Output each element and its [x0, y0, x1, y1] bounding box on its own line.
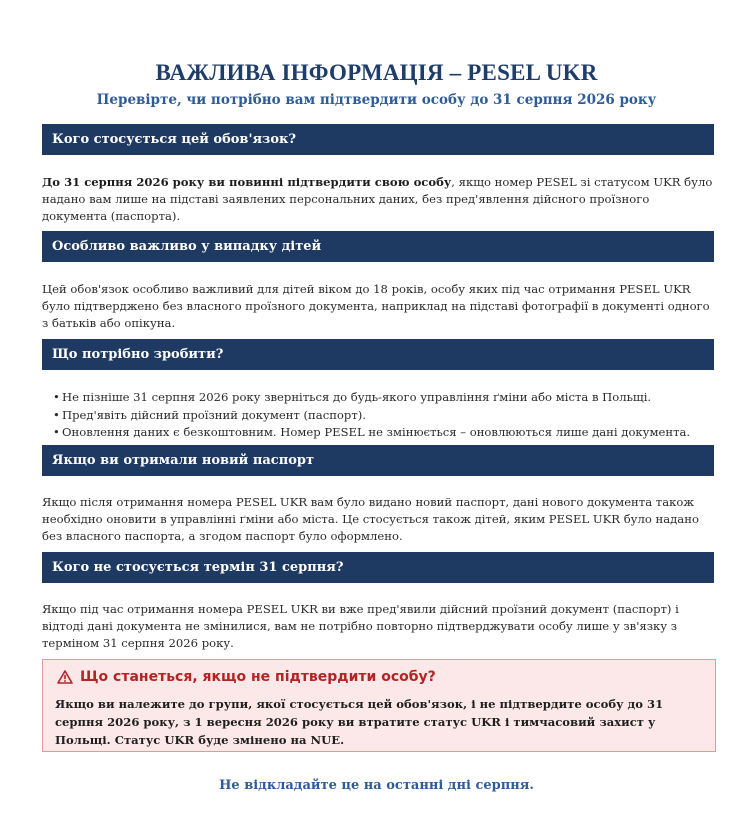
warning-heading	[57, 669, 436, 685]
footer-note: Не відкладайте це на останні дні серпня.	[219, 778, 534, 793]
bullet-dot-icon: •	[53, 390, 60, 404]
page-title: ВАЖЛИВА ІНФОРМАЦІЯ – PESEL UKR	[155, 60, 598, 85]
list-item	[53, 389, 718, 407]
section-heading-new-passport: Якщо ви отримали новий паспорт	[42, 445, 716, 476]
list-item-text: Оновлення даних є безкоштовним. Номер PESEL не змінюється – оновлюються лише дані документа.	[62, 425, 691, 439]
section-text-obligation	[42, 174, 718, 225]
section-text-children: Цей обов'язок особливо важливий для дітей віком до 18 років, особу яких під час отримання PESEL UKR було підтверджено без власного проїзного документа, наприклад на підставі фотографії в документі одного з батьків або опікуна.	[42, 282, 710, 330]
page-subtitle: Перевірте, чи потрібно вам підтвердити особу до 31 серпня 2026 року	[96, 92, 657, 108]
section-heading-obligation: Кого стосується цей обов'язок?	[42, 124, 716, 155]
bullet-dot-icon: •	[53, 407, 60, 422]
warning-text: Якщо ви належите до групи, якої стосується цей обов'язок, і не підтвердите особу до 31 серпня 2026 року, з 1 вересня 2026 року ви втратите статус UKR і тимчасовий захист у Польщі. Статус UKR буде змінено на NUE.	[55, 697, 664, 747]
list-item	[53, 407, 718, 425]
section-text-not-affected: Якщо під час отримання номера PESEL UKR ви вже пред'явили дійсний проїзний документ (паспорт) і відтоді дані документа не змінилися, вам не потрібно повторно підтверджувати особу лише у зв'язку з терміном 31 серпня 2026 року.	[42, 602, 679, 650]
list-item	[53, 424, 718, 442]
list-item-text: Не пізніше 31 серпня 2026 року зверніться до будь-якого управління ґміни або міста в Польщі.	[62, 390, 652, 404]
section-heading-not-affected: Кого не стосується термін 31 серпня?	[42, 552, 716, 583]
section-text-obligation-rest: , якщо номер PESEL зі статусом UKR було надано вам лише на підставі заявлених персональних даних, без пред'явлення дійсного проїзного документа (паспорта).	[42, 175, 713, 223]
warning-triangle-icon	[57, 670, 73, 684]
bullet-dot-icon: •	[53, 425, 60, 439]
section-text-new-passport: Якщо після отримання номера PESEL UKR вам було видано новий паспорт, дані нового документа також необхідно оновити в управлінні ґміни або міста. Це стосується також дітей, яким PESEL UKR було надано без власного паспорта, а згодом паспорт було оформлено.	[42, 495, 699, 543]
what-to-do-list	[53, 389, 718, 442]
warning-box	[42, 659, 716, 752]
section-heading-children: Особливо важливо у випадку дітей	[42, 231, 716, 262]
section-heading-what-to-do: Що потрібно зробити?	[42, 339, 716, 370]
warning-heading-text: Що станеться, якщо не підтвердити особу?	[80, 669, 436, 685]
section-text-obligation-bold: До 31 серпня 2026 року ви повинні підтвердити свою особу	[42, 175, 452, 189]
list-item-text: Пред'явіть дійсний проїзний документ (паспорт).	[62, 407, 366, 422]
